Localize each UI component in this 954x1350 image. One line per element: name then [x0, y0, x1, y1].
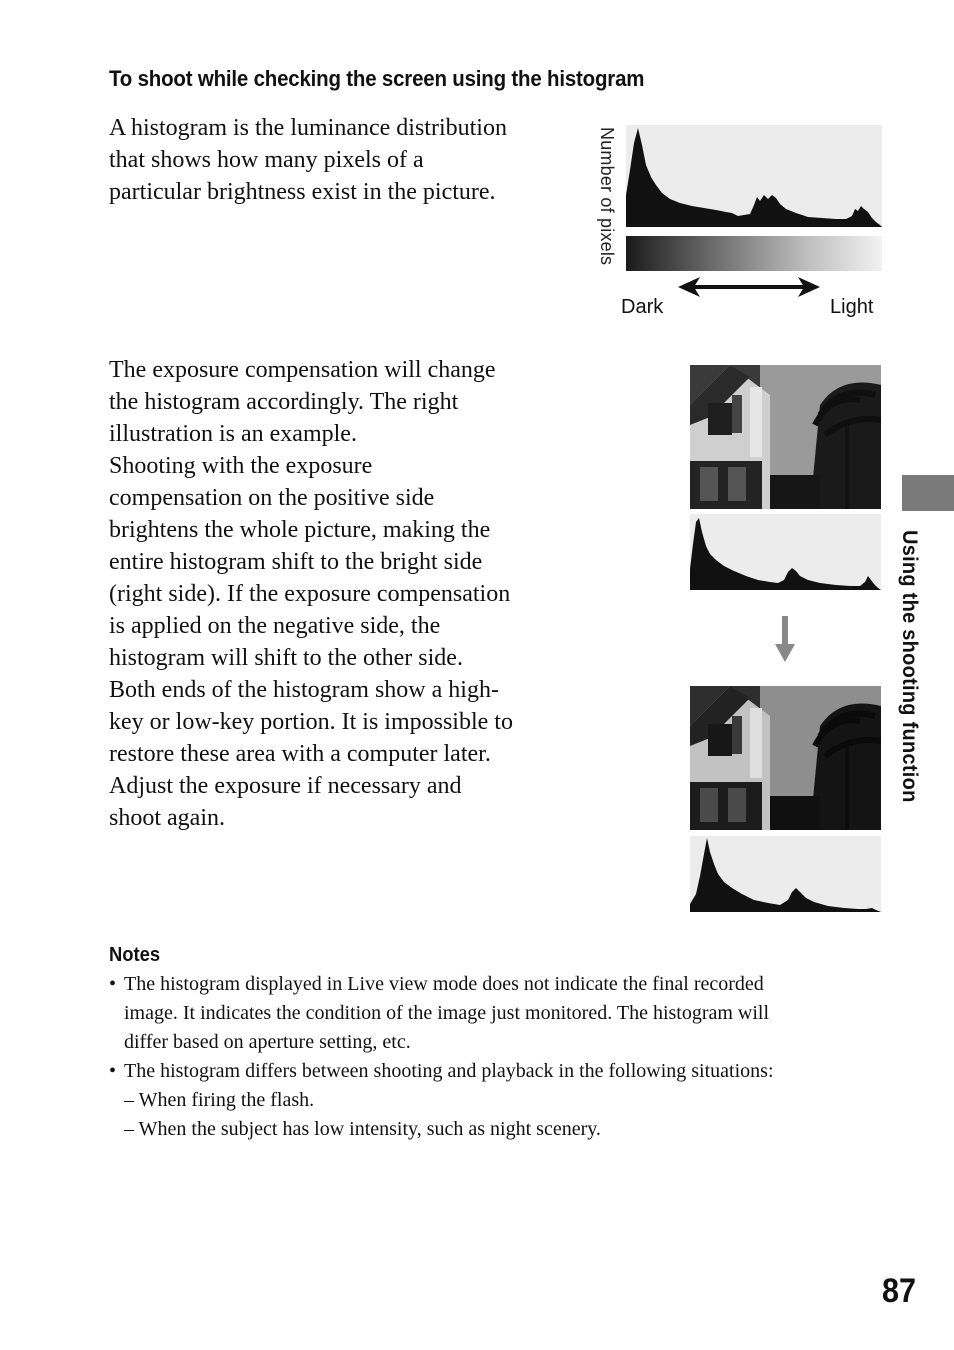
- example-photo-before: [690, 365, 881, 509]
- note-item: • The histogram displayed in Live view mode does not indicate the final recorded: [109, 970, 869, 999]
- histogram-before: [690, 514, 881, 590]
- notes-title: Notes: [109, 944, 161, 966]
- intro-paragraph: A histogram is the luminance distribution that shows how many pixels of a particular brightness exist in the picture.: [109, 115, 507, 205]
- note-subitem: – When firing the flash.: [124, 1089, 315, 1111]
- example-photo-after: [690, 686, 881, 830]
- page-number: 87: [882, 1272, 917, 1310]
- notes-list: • The histogram displayed in Live view mode does not indicate the final recorded image. It indicates the condition of the image just monitored. The histogram will differ based on aperture setting, etc. • The histogram differs between shooting and playback in the following situations: – When firing the flash. – When the subject has low intensity, such as night scenery.: [109, 970, 869, 1144]
- down-arrow-icon: [775, 616, 795, 664]
- section-heading: To shoot while checking the screen using the histogram: [109, 66, 645, 91]
- double-arrow-icon: [676, 272, 822, 302]
- dark-label: Dark: [621, 296, 664, 318]
- y-axis-label: Number of pixels: [597, 127, 617, 266]
- brightness-gradient-bar: [626, 236, 882, 271]
- side-section-label: Using the shooting function: [898, 530, 921, 803]
- histogram-after: [690, 836, 881, 912]
- bullet: •: [109, 973, 117, 995]
- body-paragraph: The exposure compensation will change the histogram accordingly. The right illustration is an example. Shooting with the exposure compensation on the positive side brightens the whole picture, making the entire histogram shift to the bright side (right side). If the exposure compensation is applied on the negative side, the histogram will shift to the other side. Both ends of the histogram show a high- key or low-key portion. It is impossible to restore these area with a computer later. Adjust the exposure if necessary and shoot again.: [109, 357, 513, 831]
- bullet: •: [109, 1060, 117, 1082]
- note-subitem: – When the subject has low intensity, such as night scenery.: [124, 1118, 601, 1140]
- section-tab-marker: [902, 475, 954, 511]
- histogram-diagram: [626, 125, 882, 227]
- note-item: • The histogram differs between shooting and playback in the following situations:: [109, 1057, 869, 1086]
- light-label: Light: [830, 296, 874, 318]
